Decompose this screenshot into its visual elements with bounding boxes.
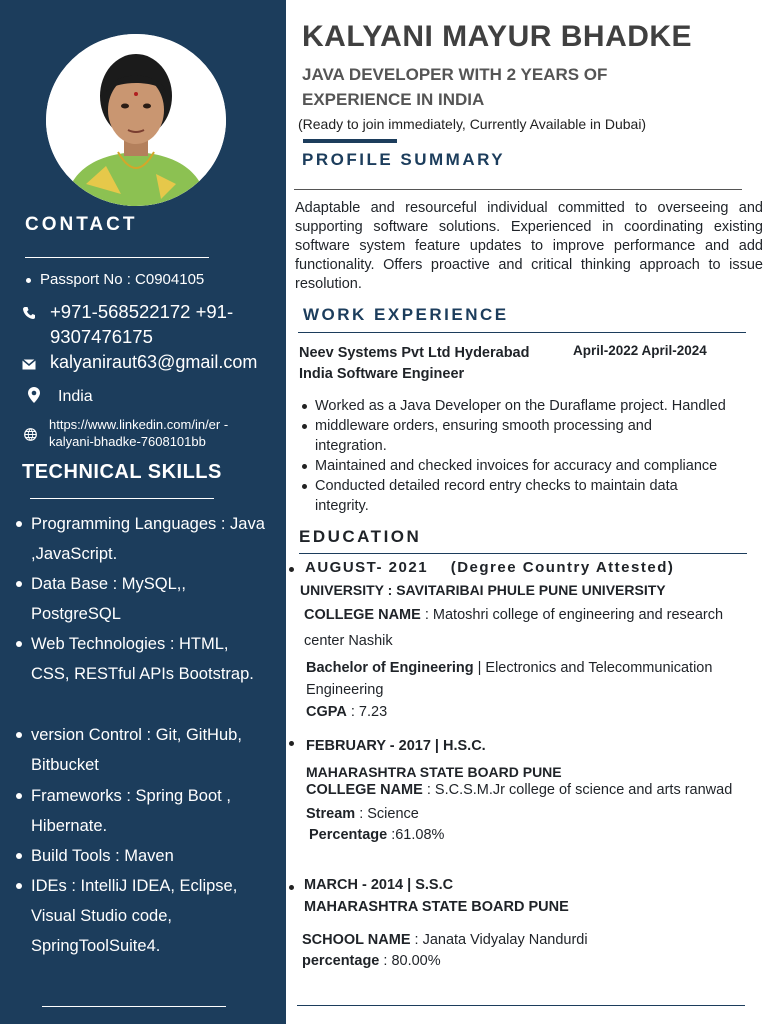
bullet-icon <box>16 853 22 859</box>
education-title: EDUCATION <box>299 527 422 546</box>
work-divider <box>298 332 746 333</box>
degree-field-continued: Engineering <box>306 682 384 698</box>
skill-item: Build Tools : Maven <box>16 841 278 871</box>
bullet-icon <box>289 567 294 572</box>
skill-item: version Control : Git, GitHub, Bitbucket <box>16 720 278 780</box>
hsc-stream-line: Stream : Science <box>306 806 419 822</box>
candidate-role: JAVA DEVELOPER WITH 2 YEARS OF EXPERIENCE IN INDIA <box>302 65 608 109</box>
profile-summary-title: PROFILE SUMMARY <box>302 150 506 169</box>
main-content <box>286 0 768 1024</box>
skill-item: Frameworks : Spring Boot , Hibernate. <box>16 781 278 841</box>
email-line <box>22 350 257 374</box>
email-icon <box>22 359 36 370</box>
bullet-icon <box>16 521 22 527</box>
college-city: center Nashik <box>304 633 393 649</box>
location-text: India <box>58 388 93 405</box>
email-address[interactable]: kalyaniraut63@gmail.com <box>50 352 258 372</box>
bullet-icon <box>289 885 294 890</box>
skills-divider <box>30 498 214 499</box>
skill-item: IDEs : IntelliJ IDEA, Eclipse, Visual Studio code, SpringToolSuite4. <box>16 871 256 961</box>
hsc-percentage-line: Percentage :61.08% <box>309 827 445 843</box>
company-and-title: Neev Systems Pvt Ltd Hyderabad India Software Engineer <box>299 345 530 382</box>
technical-skills-title: TECHNICAL SKILLS <box>22 461 222 483</box>
hsc-board: MAHARASHTRA STATE BOARD PUNE <box>306 764 562 780</box>
work-experience-title: WORK EXPERIENCE <box>303 305 509 324</box>
list-item: Worked as a Java Developer on the Duraflame project. Handled <box>299 396 759 416</box>
list-item: middleware orders, ensuring smooth processing and integration. <box>299 416 695 456</box>
profile-summary-text: Adaptable and resourceful individual committed to overseeing and supporting software solutions. Experienced in coordinating existing software system feature updates to improve performance and add functionality. Offers proactive and critical thinking approach to issue resolution. <box>295 200 763 292</box>
bullet-icon <box>26 278 31 283</box>
accent-bar <box>303 139 397 143</box>
bullet-icon <box>16 793 22 799</box>
linkedin-line <box>24 416 274 450</box>
sidebar-bottom-divider <box>42 1006 226 1007</box>
hsc-period: FEBRUARY - 2017 | H.S.C. <box>306 738 486 754</box>
person-avatar-icon <box>46 34 226 206</box>
sidebar <box>0 0 286 1024</box>
skill-item: Data Base : MySQL,, PostgreSQL <box>16 569 278 629</box>
degree-period: AUGUST- 2021 (Degree Country Attested) <box>305 559 675 576</box>
ssc-board: MAHARASHTRA STATE BOARD PUNE <box>304 899 569 915</box>
bottom-divider <box>297 1005 745 1006</box>
profile-photo <box>46 34 226 206</box>
globe-icon <box>24 428 37 441</box>
linkedin-url[interactable]: https://www.linkedin.com/in/er - kalyani-bhadke-7608101bb <box>49 417 229 449</box>
bullet-icon <box>289 741 294 746</box>
degree-line: Bachelor of Engineering | Electronics and Telecommunication <box>306 660 713 676</box>
location-pin-icon <box>28 387 40 403</box>
contact-title: CONTACT <box>25 214 138 235</box>
university-name: UNIVERSITY : SAVITARIBAI PHULE PUNE UNIVERSITY <box>300 582 666 598</box>
bullet-icon <box>16 732 22 738</box>
skill-item: Programming Languages : Java ,JavaScript. <box>16 509 278 569</box>
skill-item: Web Technologies : HTML, CSS, RESTful APIs Bootstrap. <box>16 629 266 689</box>
work-responsibilities <box>299 396 759 516</box>
list-item: Conducted detailed record entry checks to maintain data integrity. <box>299 476 735 516</box>
phone-numbers[interactable]: +971-568522172 +91-9307476175 <box>50 301 234 347</box>
work-dates: April-2022 April-2024 <box>573 343 707 358</box>
ssc-percentage-line: percentage : 80.00% <box>302 953 441 969</box>
location-line <box>28 385 93 409</box>
bullet-icon <box>16 641 22 647</box>
phone-icon <box>22 306 36 320</box>
bullet-icon <box>16 883 22 889</box>
profile-divider <box>294 189 742 190</box>
degree-attested: (Degree Country Attested) <box>450 559 675 576</box>
availability-note: (Ready to join immediately, Currently Available in Dubai) <box>298 116 647 132</box>
ssc-period: MARCH - 2014 | S.S.C <box>304 877 454 893</box>
ssc-school-line: SCHOOL NAME : Janata Vidyalay Nandurdi <box>302 932 588 948</box>
education-divider <box>299 553 747 554</box>
bullet-icon <box>16 581 22 587</box>
hsc-college-line: COLLEGE NAME : S.C.S.M.Jr college of science and arts ranwad <box>306 782 733 798</box>
contact-divider <box>25 257 209 258</box>
phone-line <box>22 299 284 349</box>
passport-line <box>26 268 204 292</box>
list-item: Maintained and checked invoices for accuracy and compliance <box>299 456 759 476</box>
cgpa-line: CGPA : 7.23 <box>306 704 388 720</box>
college-line: COLLEGE NAME : Matoshri college of engineering and research <box>304 607 724 623</box>
candidate-name: KALYANI MAYUR BHADKE <box>302 20 693 53</box>
passport-number: Passport No : C0904105 <box>40 271 205 288</box>
